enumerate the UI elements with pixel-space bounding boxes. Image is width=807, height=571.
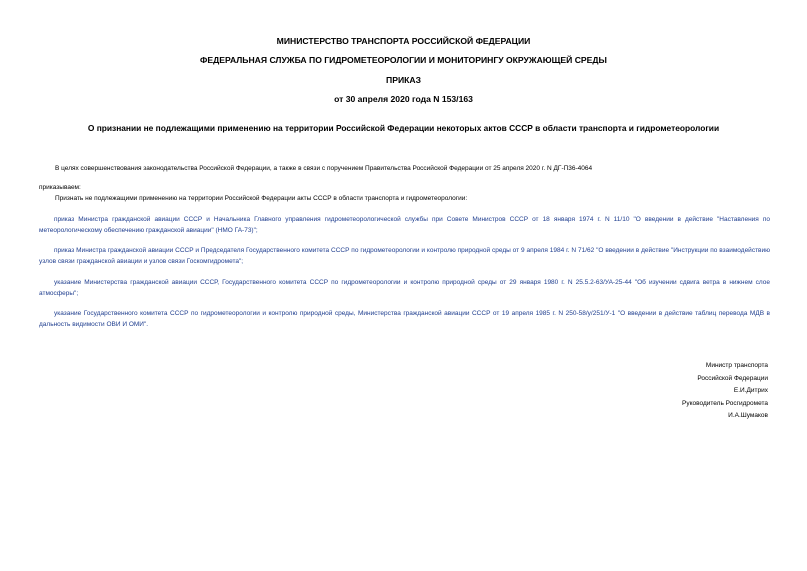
intro-paragraph: Признать не подлежащими применению на территории Российской Федерации акты СССР в области транспорта и гидрометеорологии: bbox=[55, 195, 468, 202]
doc-type-heading: ПРИКАЗ bbox=[386, 75, 421, 85]
ministry-heading: МИНИСТЕРСТВО ТРАНСПОРТА РОССИЙСКОЙ ФЕДЕРАЦИИ bbox=[276, 36, 531, 46]
list-item-2[interactable] bbox=[39, 245, 770, 267]
order-word: приказываем: bbox=[39, 184, 81, 191]
signature-line-3: Е.И.Дитрих bbox=[733, 387, 768, 394]
signature-line-4: Руководитель Росгидромета bbox=[681, 399, 768, 407]
list-item-1[interactable] bbox=[39, 214, 770, 236]
date-number-heading: от 30 апреля 2020 года N 153/163 bbox=[334, 94, 473, 104]
signature-line-2: Российской Федерации bbox=[697, 374, 768, 382]
act-link-2[interactable]: приказ Министра гражданской авиации СССР и Председателя Государственного комитета СССР по гидрометеорологии и контролю природной среды от 9 апреля 1984 г. N 71/62 "О введении в действие "Инструкции по взаимодействию узлов связи гражданской авиации и узлов связи Госкомгидромета"; bbox=[39, 247, 770, 265]
signature-line-5: И.А.Шумаков bbox=[728, 412, 768, 419]
act-link-3[interactable]: указание Министерства гражданской авиации СССР, Государственного комитета СССР по гидрометеорологии и контролю природной среды от 29 января 1980 г. N 25.5.2-63/УА-25-44 "Об изучении сдвига ветра в нижнем слое атмосферы"; bbox=[39, 279, 770, 297]
signature-block bbox=[682, 360, 768, 423]
signature-line-1: Министр транспорта bbox=[705, 362, 768, 369]
service-heading: ФЕДЕРАЛЬНАЯ СЛУЖБА ПО ГИДРОМЕТЕОРОЛОГИИ И МОНИТОРИНГУ ОКРУЖАЮЩЕЙ СРЕДЫ bbox=[200, 55, 607, 65]
list-item-4[interactable] bbox=[39, 308, 770, 330]
list-item-3[interactable] bbox=[39, 277, 770, 299]
act-link-4[interactable]: указание Государственного комитета СССР по гидрометеорологии и контролю природной среды, Министерства гражданской авиации СССР от 19 апреля 1985 г. N 250-58/у/251/У-1 "О введении в действие таблиц перевода МДВ в дальность видимости ОВИ И ОМИ". bbox=[39, 310, 770, 328]
act-link-1[interactable]: приказ Министра гражданской авиации СССР и Начальника Главного управления гидрометеорологической службы при Совете Министров СССР от 18 января 1974 г. N 11/10 "О введении в действие "Наставления по метеорологическому обеспечению гражданской авиации" (НМО ГА-73)"; bbox=[39, 216, 770, 234]
preamble-paragraph: В целях совершенствования законодательства Российской Федерации, а также в связи с поручением Правительства Российской Федерации от 25 апреля 2020 г. N ДГ-П36-4064 bbox=[55, 165, 593, 172]
document-title: О признании не подлежащими применению на территории Российской Федерации некоторых актов СССР в области транспорта и гидрометеорологии bbox=[87, 123, 720, 133]
